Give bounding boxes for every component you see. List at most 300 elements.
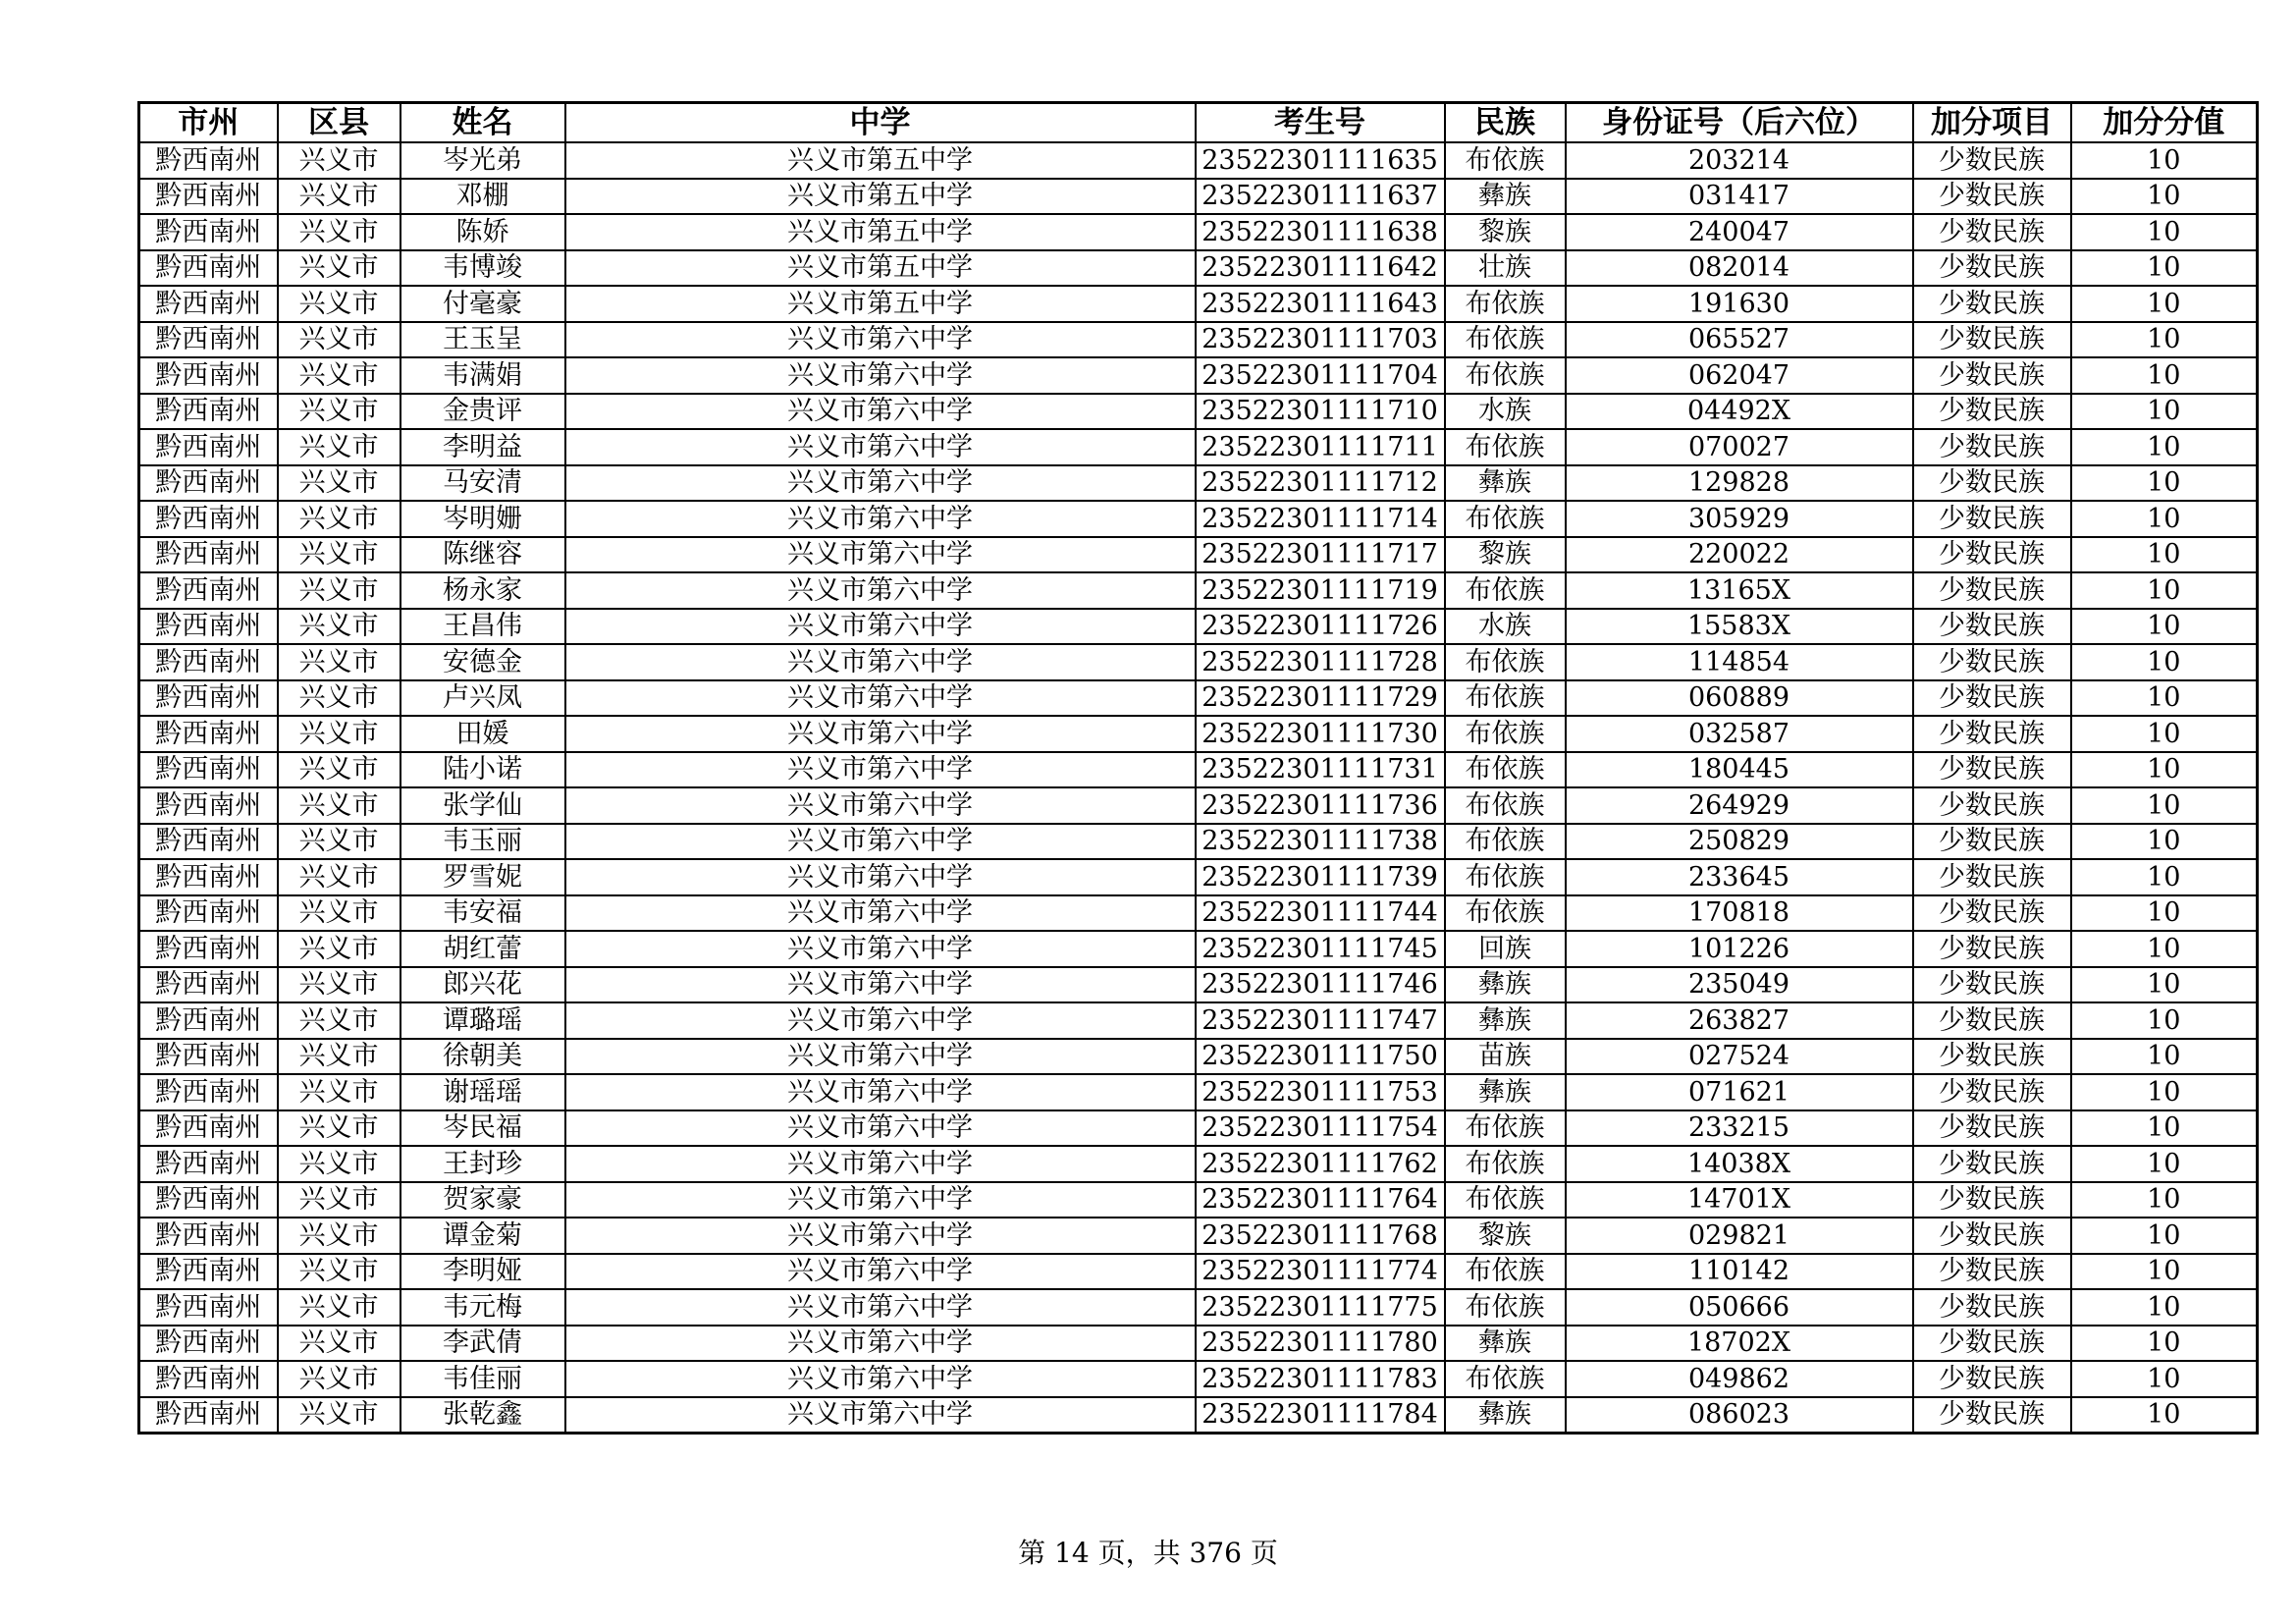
cell-bonus-value: 10 — [2071, 1110, 2258, 1147]
cell-bonus-item: 少数民族 — [1913, 931, 2071, 967]
cell-bonus-item: 少数民族 — [1913, 1146, 2071, 1182]
cell-city: 黔西南州 — [139, 1074, 278, 1110]
table-row — [139, 895, 2258, 932]
cell-bonus-item: 少数民族 — [1913, 680, 2071, 717]
cell-ethnicity: 布依族 — [1445, 501, 1566, 537]
table-row — [139, 1326, 2258, 1362]
cell-school: 兴义市第六中学 — [565, 1002, 1196, 1039]
cell-exam-number: 23522301111643 — [1196, 286, 1445, 322]
cell-city: 黔西南州 — [139, 1182, 278, 1218]
cell-school: 兴义市第六中学 — [565, 824, 1196, 860]
cell-county: 兴义市 — [278, 322, 400, 358]
cell-school: 兴义市第六中学 — [565, 1326, 1196, 1362]
cell-school: 兴义市第六中学 — [565, 501, 1196, 537]
cell-name: 韦安福 — [400, 895, 565, 932]
cell-county: 兴义市 — [278, 895, 400, 932]
cell-ethnicity: 布依族 — [1445, 787, 1566, 824]
cell-city: 黔西南州 — [139, 429, 278, 465]
table-row — [139, 179, 2258, 215]
cell-id-last-six: 250829 — [1566, 824, 1913, 860]
cell-county: 兴义市 — [278, 1218, 400, 1254]
cell-bonus-item: 少数民族 — [1913, 1326, 2071, 1362]
cell-ethnicity: 布依族 — [1445, 824, 1566, 860]
cell-ethnicity: 布依族 — [1445, 680, 1566, 717]
cell-county: 兴义市 — [278, 142, 400, 179]
table-row — [139, 1182, 2258, 1218]
cell-name: 陆小诺 — [400, 752, 565, 788]
cell-id-last-six: 031417 — [1566, 179, 1913, 215]
cell-ethnicity: 黎族 — [1445, 537, 1566, 573]
cell-name: 谭璐瑶 — [400, 1002, 565, 1039]
cell-name: 杨永家 — [400, 572, 565, 609]
cell-bonus-item: 少数民族 — [1913, 859, 2071, 895]
cell-name: 岑明姗 — [400, 501, 565, 537]
cell-name: 王昌伟 — [400, 609, 565, 645]
cell-ethnicity: 彝族 — [1445, 179, 1566, 215]
cell-name: 胡红蕾 — [400, 931, 565, 967]
cell-bonus-item: 少数民族 — [1913, 357, 2071, 394]
cell-school: 兴义市第六中学 — [565, 1146, 1196, 1182]
cell-name: 贺家豪 — [400, 1182, 565, 1218]
cell-city: 黔西南州 — [139, 394, 278, 430]
cell-id-last-six: 114854 — [1566, 644, 1913, 680]
cell-city: 黔西南州 — [139, 1361, 278, 1397]
cell-exam-number: 23522301111638 — [1196, 214, 1445, 250]
cell-name: 金贵评 — [400, 394, 565, 430]
table-row — [139, 250, 2258, 287]
cell-exam-number: 23522301111774 — [1196, 1254, 1445, 1290]
cell-ethnicity: 布依族 — [1445, 572, 1566, 609]
cell-id-last-six: 101226 — [1566, 931, 1913, 967]
cell-exam-number: 23522301111728 — [1196, 644, 1445, 680]
cell-county: 兴义市 — [278, 357, 400, 394]
cell-county: 兴义市 — [278, 967, 400, 1003]
cell-exam-number: 23522301111726 — [1196, 609, 1445, 645]
cell-exam-number: 23522301111775 — [1196, 1289, 1445, 1326]
cell-county: 兴义市 — [278, 644, 400, 680]
cell-ethnicity: 布依族 — [1445, 1110, 1566, 1147]
cell-ethnicity: 彝族 — [1445, 1397, 1566, 1434]
cell-city: 黔西南州 — [139, 465, 278, 502]
cell-id-last-six: 062047 — [1566, 357, 1913, 394]
cell-ethnicity: 苗族 — [1445, 1039, 1566, 1075]
cell-ethnicity: 布依族 — [1445, 644, 1566, 680]
table-row — [139, 644, 2258, 680]
cell-bonus-value: 10 — [2071, 895, 2258, 932]
table-row — [139, 1146, 2258, 1182]
cell-bonus-item: 少数民族 — [1913, 609, 2071, 645]
cell-city: 黔西南州 — [139, 322, 278, 358]
cell-county: 兴义市 — [278, 609, 400, 645]
table-row — [139, 1397, 2258, 1434]
table-row — [139, 1254, 2258, 1290]
cell-name: 谢瑶瑶 — [400, 1074, 565, 1110]
cell-name: 韦满娟 — [400, 357, 565, 394]
cell-ethnicity: 布依族 — [1445, 1182, 1566, 1218]
cell-county: 兴义市 — [278, 1397, 400, 1434]
cell-bonus-item: 少数民族 — [1913, 716, 2071, 752]
cell-county: 兴义市 — [278, 680, 400, 717]
cell-school: 兴义市第六中学 — [565, 1289, 1196, 1326]
cell-city: 黔西南州 — [139, 286, 278, 322]
cell-exam-number: 23522301111704 — [1196, 357, 1445, 394]
header-exam-number: 考生号 — [1196, 103, 1445, 143]
cell-bonus-value: 10 — [2071, 967, 2258, 1003]
cell-name: 谭金菊 — [400, 1218, 565, 1254]
cell-id-last-six: 263827 — [1566, 1002, 1913, 1039]
cell-bonus-item: 少数民族 — [1913, 1218, 2071, 1254]
cell-school: 兴义市第六中学 — [565, 752, 1196, 788]
cell-bonus-value: 10 — [2071, 1074, 2258, 1110]
cell-county: 兴义市 — [278, 429, 400, 465]
cell-bonus-item: 少数民族 — [1913, 824, 2071, 860]
cell-exam-number: 23522301111750 — [1196, 1039, 1445, 1075]
cell-name: 王封珍 — [400, 1146, 565, 1182]
cell-ethnicity: 布依族 — [1445, 1289, 1566, 1326]
cell-bonus-value: 10 — [2071, 609, 2258, 645]
cell-bonus-value: 10 — [2071, 250, 2258, 287]
cell-school: 兴义市第六中学 — [565, 1039, 1196, 1075]
cell-county: 兴义市 — [278, 394, 400, 430]
cell-name: 邓棚 — [400, 179, 565, 215]
cell-bonus-item: 少数民族 — [1913, 644, 2071, 680]
table-row — [139, 1289, 2258, 1326]
cell-ethnicity: 彝族 — [1445, 1326, 1566, 1362]
cell-exam-number: 23522301111747 — [1196, 1002, 1445, 1039]
table-row — [139, 967, 2258, 1003]
cell-ethnicity: 布依族 — [1445, 1254, 1566, 1290]
cell-county: 兴义市 — [278, 859, 400, 895]
bonus-points-table — [137, 101, 2259, 1435]
cell-city: 黔西南州 — [139, 250, 278, 287]
cell-ethnicity: 壮族 — [1445, 250, 1566, 287]
cell-exam-number: 23522301111780 — [1196, 1326, 1445, 1362]
cell-ethnicity: 布依族 — [1445, 895, 1566, 932]
header-school: 中学 — [565, 103, 1196, 143]
cell-name: 张学仙 — [400, 787, 565, 824]
cell-city: 黔西南州 — [139, 609, 278, 645]
cell-bonus-value: 10 — [2071, 1397, 2258, 1434]
cell-city: 黔西南州 — [139, 1218, 278, 1254]
cell-school: 兴义市第六中学 — [565, 680, 1196, 717]
cell-id-last-six: 029821 — [1566, 1218, 1913, 1254]
cell-school: 兴义市第六中学 — [565, 716, 1196, 752]
cell-city: 黔西南州 — [139, 214, 278, 250]
cell-bonus-item: 少数民族 — [1913, 322, 2071, 358]
header-city: 市州 — [139, 103, 278, 143]
cell-id-last-six: 060889 — [1566, 680, 1913, 717]
cell-id-last-six: 071621 — [1566, 1074, 1913, 1110]
table-row — [139, 214, 2258, 250]
cell-ethnicity: 彝族 — [1445, 465, 1566, 502]
cell-id-last-six: 050666 — [1566, 1289, 1913, 1326]
cell-school: 兴义市第五中学 — [565, 286, 1196, 322]
cell-exam-number: 23522301111717 — [1196, 537, 1445, 573]
cell-name: 陈娇 — [400, 214, 565, 250]
cell-bonus-item: 少数民族 — [1913, 214, 2071, 250]
table-row — [139, 357, 2258, 394]
cell-exam-number: 23522301111719 — [1196, 572, 1445, 609]
cell-county: 兴义市 — [278, 286, 400, 322]
cell-exam-number: 23522301111783 — [1196, 1361, 1445, 1397]
cell-id-last-six: 065527 — [1566, 322, 1913, 358]
cell-bonus-item: 少数民族 — [1913, 537, 2071, 573]
cell-school: 兴义市第六中学 — [565, 644, 1196, 680]
cell-id-last-six: 18702X — [1566, 1326, 1913, 1362]
cell-county: 兴义市 — [278, 214, 400, 250]
cell-school: 兴义市第五中学 — [565, 250, 1196, 287]
cell-id-last-six: 082014 — [1566, 250, 1913, 287]
cell-exam-number: 23522301111736 — [1196, 787, 1445, 824]
header-id-last-six: 身份证号（后六位） — [1566, 103, 1913, 143]
cell-county: 兴义市 — [278, 572, 400, 609]
cell-school: 兴义市第五中学 — [565, 214, 1196, 250]
cell-name: 陈继容 — [400, 537, 565, 573]
table-row — [139, 1002, 2258, 1039]
cell-bonus-value: 10 — [2071, 1326, 2258, 1362]
cell-exam-number: 23522301111642 — [1196, 250, 1445, 287]
cell-bonus-value: 10 — [2071, 1361, 2258, 1397]
cell-exam-number: 23522301111710 — [1196, 394, 1445, 430]
cell-id-last-six: 14038X — [1566, 1146, 1913, 1182]
table-row — [139, 859, 2258, 895]
table-row — [139, 752, 2258, 788]
cell-name: 田媛 — [400, 716, 565, 752]
cell-bonus-item: 少数民族 — [1913, 429, 2071, 465]
cell-exam-number: 23522301111703 — [1196, 322, 1445, 358]
cell-bonus-value: 10 — [2071, 1254, 2258, 1290]
cell-bonus-value: 10 — [2071, 680, 2258, 717]
table-row — [139, 537, 2258, 573]
cell-bonus-value: 10 — [2071, 429, 2258, 465]
cell-county: 兴义市 — [278, 787, 400, 824]
table-row — [139, 501, 2258, 537]
cell-id-last-six: 233215 — [1566, 1110, 1913, 1147]
cell-city: 黔西南州 — [139, 357, 278, 394]
cell-bonus-item: 少数民族 — [1913, 1361, 2071, 1397]
cell-school: 兴义市第六中学 — [565, 1182, 1196, 1218]
cell-bonus-item: 少数民族 — [1913, 1074, 2071, 1110]
cell-school: 兴义市第六中学 — [565, 931, 1196, 967]
cell-bonus-value: 10 — [2071, 501, 2258, 537]
cell-id-last-six: 110142 — [1566, 1254, 1913, 1290]
cell-school: 兴义市第六中学 — [565, 895, 1196, 932]
cell-school: 兴义市第六中学 — [565, 1110, 1196, 1147]
cell-name: 罗雪妮 — [400, 859, 565, 895]
cell-id-last-six: 240047 — [1566, 214, 1913, 250]
cell-county: 兴义市 — [278, 1110, 400, 1147]
cell-county: 兴义市 — [278, 1361, 400, 1397]
cell-id-last-six: 13165X — [1566, 572, 1913, 609]
table-row — [139, 1110, 2258, 1147]
cell-city: 黔西南州 — [139, 1289, 278, 1326]
cell-ethnicity: 黎族 — [1445, 1218, 1566, 1254]
cell-id-last-six: 233645 — [1566, 859, 1913, 895]
cell-city: 黔西南州 — [139, 501, 278, 537]
cell-county: 兴义市 — [278, 537, 400, 573]
cell-school: 兴义市第六中学 — [565, 859, 1196, 895]
cell-county: 兴义市 — [278, 1074, 400, 1110]
table-row — [139, 465, 2258, 502]
cell-city: 黔西南州 — [139, 179, 278, 215]
cell-exam-number: 23522301111731 — [1196, 752, 1445, 788]
page-number: 第 14 页，共 376 页 — [1018, 1537, 1278, 1569]
cell-ethnicity: 布依族 — [1445, 357, 1566, 394]
header-name: 姓名 — [400, 103, 565, 143]
header-bonus-value: 加分分值 — [2071, 103, 2258, 143]
cell-exam-number: 23522301111753 — [1196, 1074, 1445, 1110]
cell-bonus-value: 10 — [2071, 214, 2258, 250]
table-row — [139, 787, 2258, 824]
cell-ethnicity: 布依族 — [1445, 322, 1566, 358]
cell-exam-number: 23522301111635 — [1196, 142, 1445, 179]
cell-bonus-item: 少数民族 — [1913, 1289, 2071, 1326]
cell-exam-number: 23522301111637 — [1196, 179, 1445, 215]
cell-exam-number: 23522301111745 — [1196, 931, 1445, 967]
cell-bonus-item: 少数民族 — [1913, 1182, 2071, 1218]
cell-bonus-value: 10 — [2071, 716, 2258, 752]
cell-exam-number: 23522301111711 — [1196, 429, 1445, 465]
cell-ethnicity: 布依族 — [1445, 752, 1566, 788]
cell-name: 岑民福 — [400, 1110, 565, 1147]
cell-ethnicity: 布依族 — [1445, 286, 1566, 322]
cell-county: 兴义市 — [278, 179, 400, 215]
cell-county: 兴义市 — [278, 250, 400, 287]
table-row — [139, 142, 2258, 179]
cell-bonus-value: 10 — [2071, 859, 2258, 895]
cell-county: 兴义市 — [278, 1182, 400, 1218]
cell-bonus-value: 10 — [2071, 357, 2258, 394]
cell-ethnicity: 布依族 — [1445, 1361, 1566, 1397]
cell-city: 黔西南州 — [139, 787, 278, 824]
cell-bonus-item: 少数民族 — [1913, 465, 2071, 502]
cell-school: 兴义市第五中学 — [565, 179, 1196, 215]
table-row — [139, 394, 2258, 430]
table-row — [139, 931, 2258, 967]
cell-city: 黔西南州 — [139, 752, 278, 788]
cell-ethnicity: 布依族 — [1445, 859, 1566, 895]
cell-exam-number: 23522301111784 — [1196, 1397, 1445, 1434]
cell-exam-number: 23522301111738 — [1196, 824, 1445, 860]
cell-id-last-six: 027524 — [1566, 1039, 1913, 1075]
table-row — [139, 680, 2258, 717]
cell-county: 兴义市 — [278, 1039, 400, 1075]
cell-school: 兴义市第六中学 — [565, 787, 1196, 824]
cell-city: 黔西南州 — [139, 1110, 278, 1147]
cell-bonus-value: 10 — [2071, 142, 2258, 179]
cell-bonus-value: 10 — [2071, 1182, 2258, 1218]
cell-ethnicity: 彝族 — [1445, 967, 1566, 1003]
cell-id-last-six: 070027 — [1566, 429, 1913, 465]
cell-id-last-six: 049862 — [1566, 1361, 1913, 1397]
cell-bonus-item: 少数民族 — [1913, 1397, 2071, 1434]
cell-bonus-value: 10 — [2071, 787, 2258, 824]
cell-city: 黔西南州 — [139, 680, 278, 717]
cell-school: 兴义市第六中学 — [565, 394, 1196, 430]
cell-city: 黔西南州 — [139, 1146, 278, 1182]
table-row — [139, 716, 2258, 752]
cell-county: 兴义市 — [278, 1326, 400, 1362]
cell-exam-number: 23522301111768 — [1196, 1218, 1445, 1254]
cell-school: 兴义市第六中学 — [565, 1254, 1196, 1290]
cell-name: 郎兴花 — [400, 967, 565, 1003]
cell-ethnicity: 布依族 — [1445, 1146, 1566, 1182]
cell-bonus-value: 10 — [2071, 286, 2258, 322]
cell-ethnicity: 水族 — [1445, 609, 1566, 645]
cell-name: 马安清 — [400, 465, 565, 502]
header-county: 区县 — [278, 103, 400, 143]
table-header — [139, 103, 2258, 143]
cell-county: 兴义市 — [278, 752, 400, 788]
cell-city: 黔西南州 — [139, 824, 278, 860]
cell-ethnicity: 布依族 — [1445, 142, 1566, 179]
table-row — [139, 1074, 2258, 1110]
cell-school: 兴义市第六中学 — [565, 357, 1196, 394]
cell-id-last-six: 129828 — [1566, 465, 1913, 502]
cell-county: 兴义市 — [278, 931, 400, 967]
cell-school: 兴义市第六中学 — [565, 609, 1196, 645]
cell-name: 韦博竣 — [400, 250, 565, 287]
cell-id-last-six: 14701X — [1566, 1182, 1913, 1218]
cell-bonus-item: 少数民族 — [1913, 1110, 2071, 1147]
cell-ethnicity: 布依族 — [1445, 429, 1566, 465]
cell-exam-number: 23522301111754 — [1196, 1110, 1445, 1147]
cell-school: 兴义市第六中学 — [565, 1397, 1196, 1434]
cell-name: 付毫豪 — [400, 286, 565, 322]
cell-exam-number: 23522301111762 — [1196, 1146, 1445, 1182]
cell-bonus-value: 10 — [2071, 1218, 2258, 1254]
cell-county: 兴义市 — [278, 824, 400, 860]
cell-bonus-value: 10 — [2071, 1002, 2258, 1039]
cell-bonus-value: 10 — [2071, 179, 2258, 215]
cell-ethnicity: 彝族 — [1445, 1002, 1566, 1039]
header-row — [139, 103, 2258, 143]
cell-city: 黔西南州 — [139, 1254, 278, 1290]
cell-exam-number: 23522301111714 — [1196, 501, 1445, 537]
cell-city: 黔西南州 — [139, 1397, 278, 1434]
cell-bonus-item: 少数民族 — [1913, 394, 2071, 430]
cell-city: 黔西南州 — [139, 716, 278, 752]
cell-bonus-value: 10 — [2071, 322, 2258, 358]
cell-id-last-six: 170818 — [1566, 895, 1913, 932]
cell-bonus-item: 少数民族 — [1913, 1039, 2071, 1075]
cell-county: 兴义市 — [278, 716, 400, 752]
cell-bonus-value: 10 — [2071, 1146, 2258, 1182]
cell-id-last-six: 235049 — [1566, 967, 1913, 1003]
cell-county: 兴义市 — [278, 1146, 400, 1182]
cell-ethnicity: 布依族 — [1445, 716, 1566, 752]
cell-school: 兴义市第六中学 — [565, 1361, 1196, 1397]
cell-name: 韦玉丽 — [400, 824, 565, 860]
cell-bonus-item: 少数民族 — [1913, 286, 2071, 322]
cell-city: 黔西南州 — [139, 644, 278, 680]
cell-city: 黔西南州 — [139, 1326, 278, 1362]
cell-bonus-value: 10 — [2071, 572, 2258, 609]
cell-bonus-item: 少数民族 — [1913, 572, 2071, 609]
cell-school: 兴义市第六中学 — [565, 572, 1196, 609]
table-row — [139, 322, 2258, 358]
cell-bonus-item: 少数民族 — [1913, 142, 2071, 179]
cell-id-last-six: 032587 — [1566, 716, 1913, 752]
cell-city: 黔西南州 — [139, 142, 278, 179]
table-row — [139, 609, 2258, 645]
cell-name: 韦佳丽 — [400, 1361, 565, 1397]
cell-name: 卢兴凤 — [400, 680, 565, 717]
cell-bonus-value: 10 — [2071, 752, 2258, 788]
cell-city: 黔西南州 — [139, 931, 278, 967]
cell-exam-number: 23522301111764 — [1196, 1182, 1445, 1218]
cell-county: 兴义市 — [278, 1289, 400, 1326]
